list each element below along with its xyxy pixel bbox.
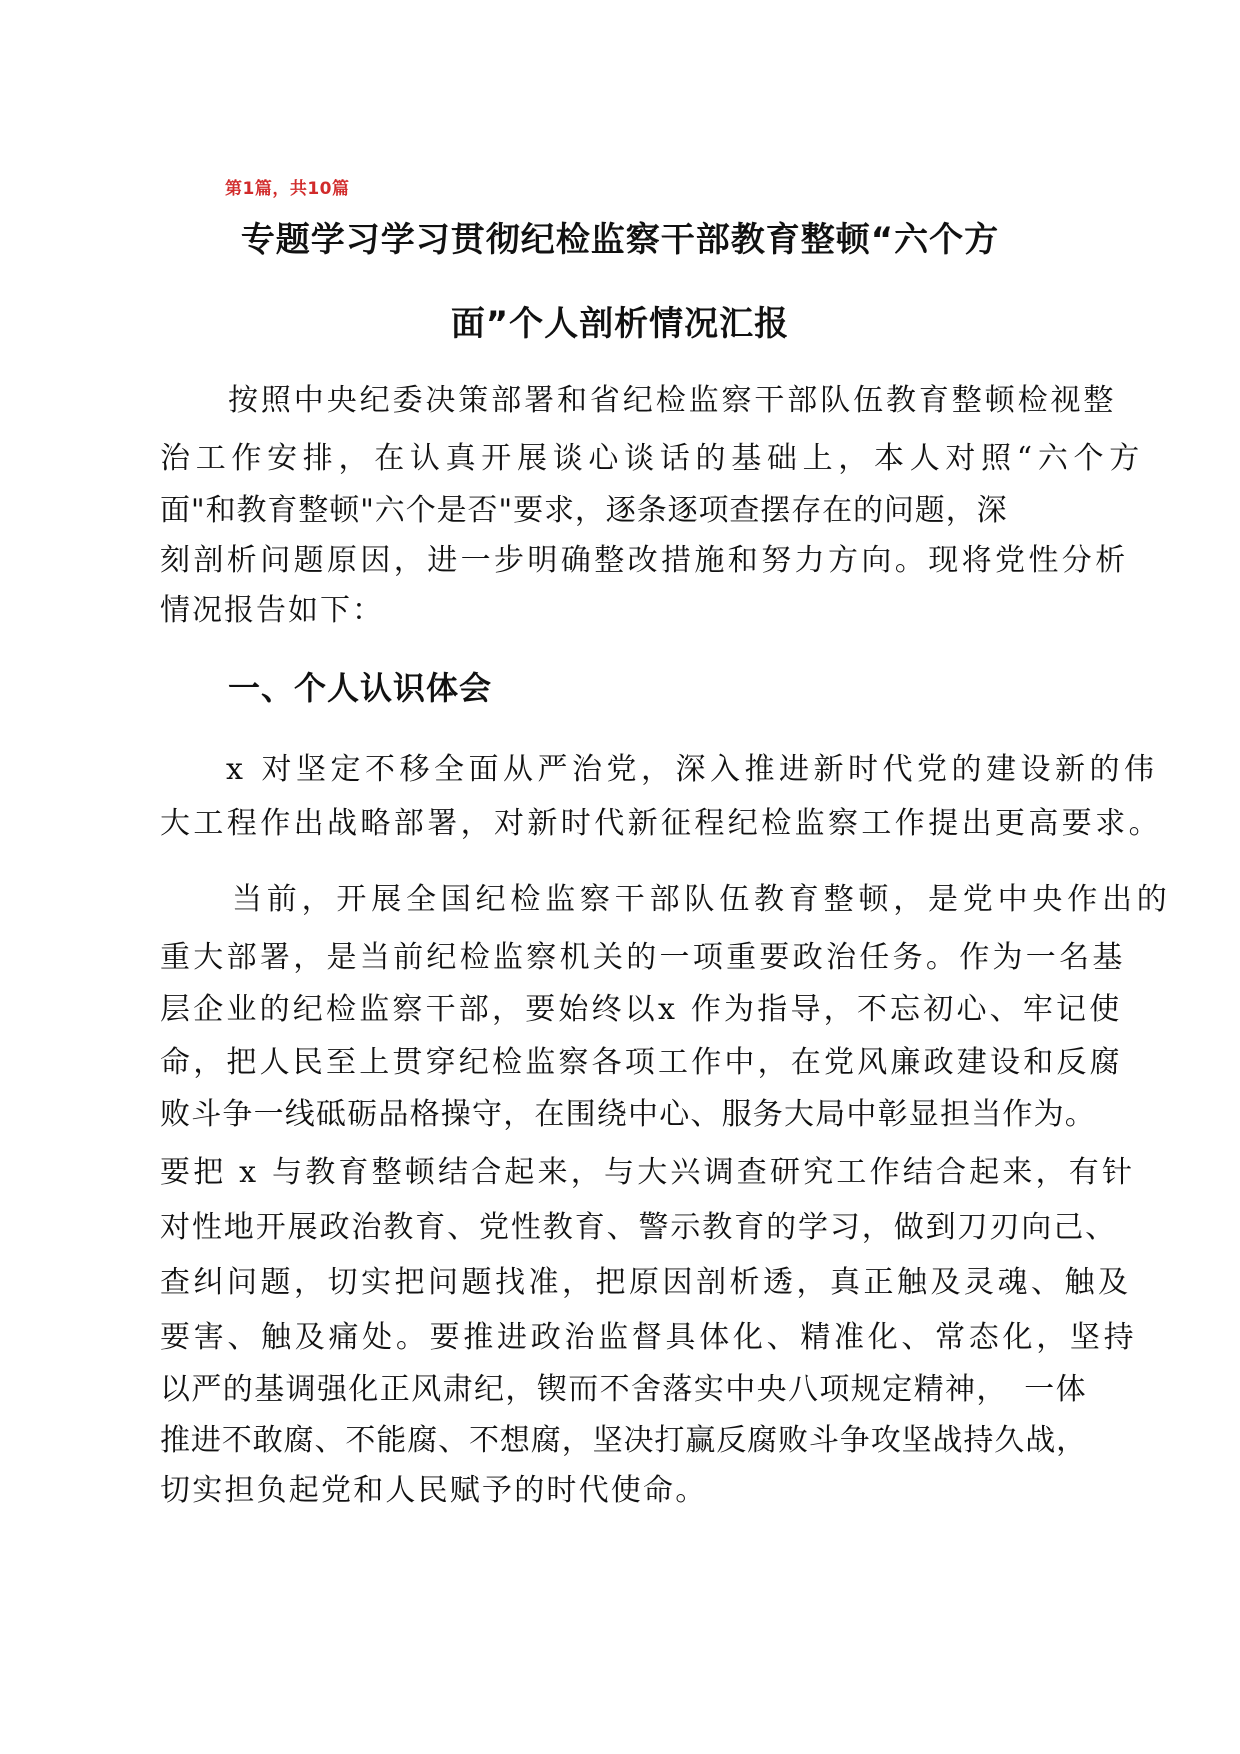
para2-line-5: 败斗争一线砥砺品格操守，在围绕中心、服务大局中彰显担当作为。 [160,1097,1096,1132]
page-counter: 第1篇，共10篇 [225,179,350,199]
para2-line-6: 要把 x 与教育整顿结合起来，与大兴调查研究工作结合起来，有针 [160,1155,1136,1190]
para2-line-9: 要害、触及痛处。要推进政治监督具体化、精准化、常态化，坚持 [160,1320,1138,1355]
para2-line-7: 对性地开展政治教育、党性教育、警示教育的学习，做到刀刃向己、 [160,1210,1117,1245]
section-heading: 一、个人认识体会 [228,669,493,707]
intro-line-1: 按照中央纪委决策部署和省纪检监察干部队伍教育整顿检视整 [228,383,1117,418]
intro-line-2: 治工作安排，在认真开展谈心谈话的基础上，本人对照“六个方 [160,441,1145,476]
intro-line-4: 刻剖析问题原因，进一步明确整改措施和努力方向。现将党性分析 [160,543,1129,578]
para2-line-11: 推进不敢腐、不能腐、不想腐，坚决打赢反腐败斗争攻坚战持久战， [160,1423,1087,1458]
intro-line-3: 面"和教育整顿"六个是否"要求，逐条逐项查摆存在的问题，深 [160,493,1008,528]
para2-line-8: 查纠问题，切实把问题找准，把原因剖析透，真正触及灵魂、触及 [160,1265,1132,1300]
document-title-line-2: 面”个人剖析情况汇报 [450,304,790,344]
para2-line-4: 命，把人民至上贯穿纪检监察各项工作中，在党风廉政建设和反腐 [160,1045,1123,1080]
document-title-line-1: 专题学习学习贯彻纪检监察干部教育整顿“六个方 [240,220,1000,260]
para2-line-12: 切实担负起党和人民赋予的时代使命。 [160,1473,708,1508]
para1-line-1: x 对坚定不移全面从严治党，深入推进新时代党的建设新的伟 [226,752,1159,787]
intro-line-5: 情况报告如下： [160,593,384,628]
para2-line-2: 重大部署，是当前纪检监察机关的一项重要政治任务。作为一名基 [160,940,1126,975]
para1-line-2: 大工程作出战略部署，对新时代新征程纪检监察工作提出更高要求。 [160,806,1162,841]
para2-line-10: 以严的基调强化正风肃纪，锲而不舍落实中央八项规定精神， 一体 [160,1372,1087,1407]
para2-line-3: 层企业的纪检监察干部，要始终以x 作为指导，不忘初心、牢记使 [160,992,1123,1027]
para2-line-1: 当前，开展全国纪检监察干部队伍教育整顿，是党中央作出的 [232,882,1172,917]
